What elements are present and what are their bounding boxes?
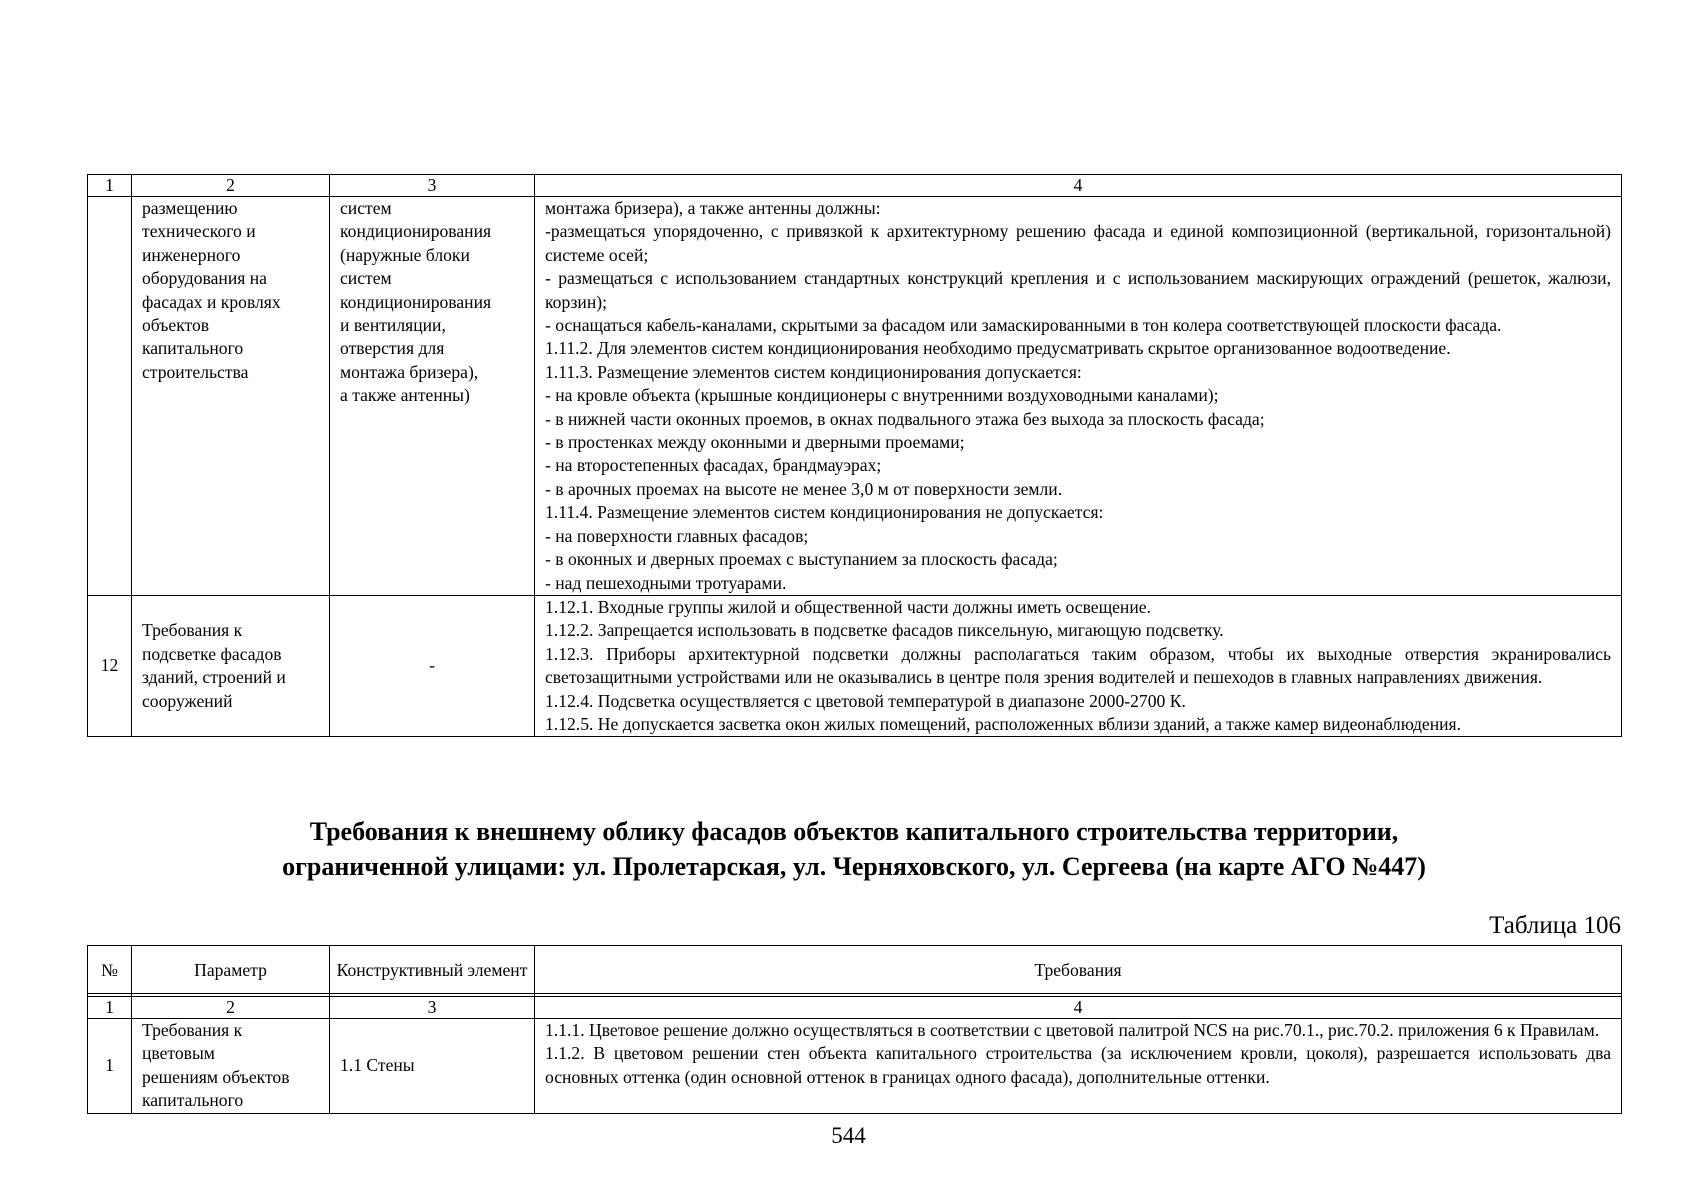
- requirement-paragraph: -размещаться упорядоченно, с привязкой к архитектурному решению фасада и единой композиционной (вертикальной, горизонтальной) системе осей;: [545, 221, 1611, 265]
- parameter-line: строительства: [142, 361, 249, 382]
- element-cell: -: [330, 595, 535, 736]
- element-line: отверстия для: [340, 338, 445, 359]
- parameter-line: размещению: [142, 198, 238, 218]
- row-number: [88, 197, 132, 596]
- requirements-table-106: [87, 945, 1622, 1114]
- requirement-paragraph: - в оконных и дверных проемах с выступанием за плоскость фасада;: [545, 549, 1058, 570]
- requirement-paragraph: 1.1.1. Цветовое решение должно осуществляться в соответствии с цветовой палитрой NCS на рис.70.1., рис.70.2. приложения 6 к Правилам.: [545, 1020, 1600, 1040]
- parameter-line: объектов: [142, 315, 210, 336]
- header-number-4: 4: [535, 175, 1622, 197]
- requirement-paragraph: 1.12.3. Приборы архитектурной подсветки должны располагаться таким образом, чтобы их выходные отверстия экранировались светозащитными устройствами или не оказывались в центре поля зрения водителей и пешеходов в главных направлениях движения.: [545, 643, 1611, 688]
- header-number-4: 4: [535, 997, 1622, 1019]
- section-title-line-2: ограниченной улицами: ул. Пролетарская, ул. Черняховского, ул. Сергеева (на карте АГО №447): [282, 852, 1426, 881]
- requirements-cell: [535, 1019, 1622, 1114]
- element-cell: [330, 197, 535, 596]
- requirement-paragraph: - на поверхности главных фасадов;: [545, 525, 809, 546]
- element-cell: 1.1 Стены: [330, 1019, 535, 1114]
- parameter-line: сооружений: [142, 690, 233, 711]
- requirements-table-continued: [87, 174, 1622, 737]
- table-header-numbers-row: [88, 175, 1622, 197]
- parameter-cell: [132, 197, 330, 596]
- table-row: [88, 595, 1622, 736]
- requirement-paragraph: 1.11.4. Размещение элементов систем кондиционирования не допускается:: [545, 502, 1104, 523]
- parameter-line: капитального: [142, 1090, 244, 1111]
- column-header-requirements: Требования: [535, 946, 1622, 994]
- parameter-line: цветовым: [142, 1043, 215, 1064]
- requirement-paragraph: 1.12.2. Запрещается использовать в подсветке фасадов пиксельную, мигающую подсветку.: [545, 620, 1224, 641]
- header-number-3: 3: [330, 997, 535, 1019]
- element-line: кондиционирования: [340, 291, 492, 312]
- header-number-2: 2: [132, 997, 330, 1019]
- parameter-line: зданий, строений и: [142, 667, 286, 688]
- element-line: систем: [340, 198, 392, 218]
- element-line: кондиционирования: [340, 221, 492, 242]
- requirement-paragraph: - в простенках между оконными и дверными проемами;: [545, 432, 965, 453]
- parameter-cell: [132, 1019, 330, 1114]
- requirement-paragraph: монтажа бризера), а также антенны должны:: [545, 198, 881, 218]
- section-title: [87, 814, 1621, 884]
- requirement-paragraph: 1.1.2. В цветовом решении стен объекта капитального строительства (за исключением кровли, цоколя), разрешается использовать два основных оттенка (один основной оттенок в границах одного фасада), дополнительные оттенки.: [545, 1043, 1611, 1087]
- table-row: [88, 197, 1622, 596]
- parameter-line: фасадах и кровлях: [142, 291, 281, 312]
- requirement-paragraph: 1.11.3. Размещение элементов систем кондиционирования допускается:: [545, 361, 1082, 382]
- column-header-element: Конструктивный элемент: [330, 946, 535, 994]
- parameter-line: капитального: [142, 338, 244, 359]
- column-header-parameter: Параметр: [132, 946, 330, 994]
- column-header-number: №: [88, 946, 132, 994]
- requirement-paragraph: - оснащаться кабель-каналами, скрытыми за фасадом или замаскированными в тон колера соответствующей плоскости фасада.: [545, 315, 1502, 336]
- table-header-row: [88, 946, 1622, 994]
- page-number: 544: [831, 1123, 866, 1148]
- table-header-numbers-row: [88, 997, 1622, 1019]
- parameter-line: оборудования на: [142, 268, 267, 289]
- section-title-line-1: Требования к внешнему облику фасадов объектов капитального строительства территории,: [309, 817, 1399, 846]
- requirement-paragraph: - на второстепенных фасадах, брандмауэрах;: [545, 455, 882, 476]
- parameter-line: подсветке фасадов: [142, 643, 282, 664]
- requirements-cell: [535, 595, 1622, 736]
- element-line: систем: [340, 268, 392, 289]
- header-number-1: 1: [88, 997, 132, 1019]
- parameter-line: инженерного: [142, 244, 241, 265]
- requirement-paragraph: 1.12.1. Входные группы жилой и общественной части должны иметь освещение.: [545, 596, 1151, 617]
- requirement-paragraph: - размещаться с использованием стандартных конструкций крепления и с использованием маскирующих ограждений (решеток, жалюзи, корзин);: [545, 268, 1611, 312]
- element-line: (наружные блоки: [340, 244, 470, 265]
- requirement-paragraph: 1.12.5. Не допускается засветка окон жилых помещений, расположенных вблизи зданий, а также камер видеонаблюдения.: [545, 713, 1462, 734]
- row-number: 1: [88, 1019, 132, 1114]
- header-number-3: 3: [330, 175, 535, 197]
- table-caption: Таблица 106: [1489, 912, 1621, 939]
- header-number-2: 2: [132, 175, 330, 197]
- parameter-line: решениям объектов: [142, 1066, 290, 1087]
- parameter-line: технического и: [142, 221, 256, 242]
- element-line: монтажа бризера),: [340, 361, 479, 382]
- parameter-line: Требования к: [142, 1020, 243, 1040]
- requirement-paragraph: - в арочных проемах на высоте не менее 3,0 м от поверхности земли.: [545, 478, 1063, 499]
- requirements-cell: [535, 197, 1622, 596]
- element-line: а также антенны): [340, 385, 470, 406]
- requirement-paragraph: 1.12.4. Подсветка осуществляется с цветовой температурой в диапазоне 2000-2700 К.: [545, 690, 1186, 711]
- requirement-paragraph: - над пешеходными тротуарами.: [545, 572, 787, 593]
- table-row: [88, 1019, 1622, 1114]
- parameter-cell: [132, 595, 330, 736]
- requirement-paragraph: - в нижней части оконных проемов, в окнах подвального этажа без выхода за плоскость фасада;: [545, 408, 1265, 429]
- parameter-line: Требования к: [142, 620, 243, 641]
- row-number: 12: [88, 595, 132, 736]
- header-number-1: 1: [88, 175, 132, 197]
- element-line: и вентиляции,: [340, 315, 446, 336]
- requirement-paragraph: 1.11.2. Для элементов систем кондиционирования необходимо предусматривать скрытое организованное водоотведение.: [545, 338, 1451, 359]
- requirement-paragraph: - на кровле объекта (крышные кондиционеры с внутренними воздуховодными каналами);: [545, 385, 1219, 406]
